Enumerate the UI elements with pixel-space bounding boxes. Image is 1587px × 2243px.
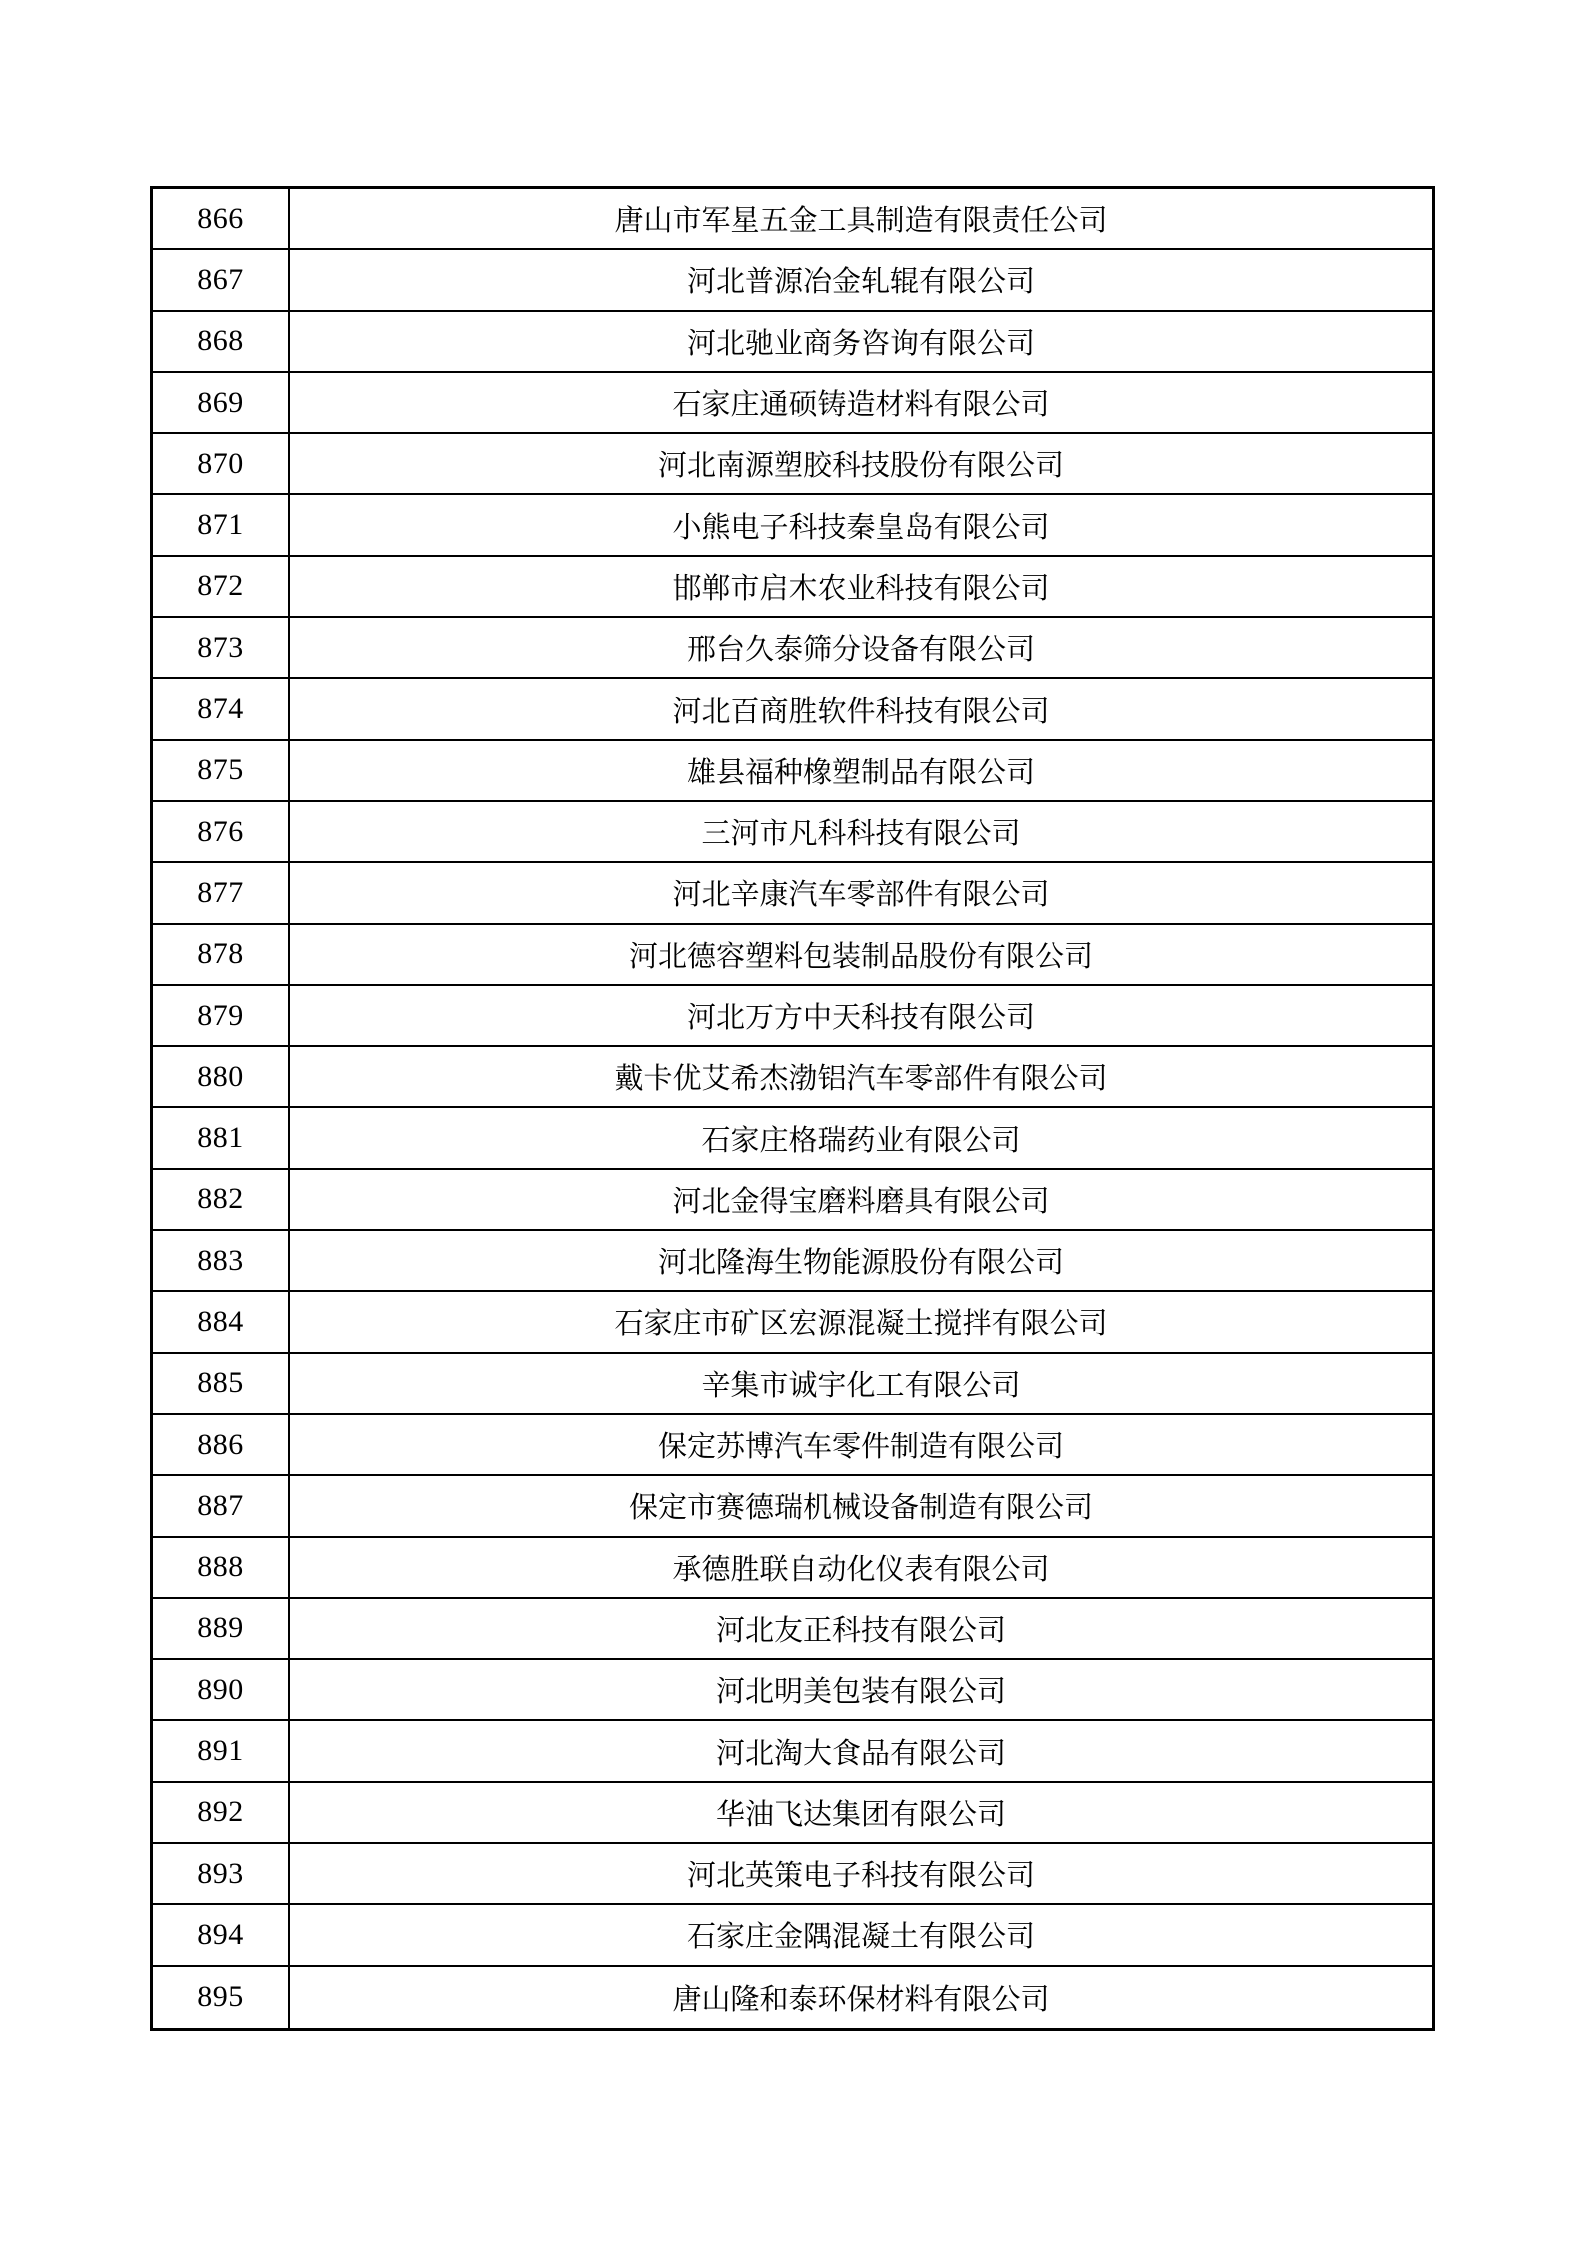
table-row — [153, 312, 1432, 373]
row-number-cell: 870 — [153, 434, 290, 493]
table-row — [153, 741, 1432, 802]
table-row — [153, 1905, 1432, 1966]
row-number-cell: 880 — [153, 1047, 290, 1106]
table-row — [153, 495, 1432, 556]
table-row — [153, 986, 1432, 1047]
row-number-cell: 885 — [153, 1354, 290, 1413]
company-name-cell: 河北英策电子科技有限公司 — [686, 1860, 1035, 1893]
row-number-cell: 874 — [153, 679, 290, 738]
table-row — [153, 618, 1432, 679]
company-name-cell: 河北驰业商务咨询有限公司 — [686, 327, 1035, 360]
table-row — [153, 1170, 1432, 1231]
company-table — [150, 186, 1435, 2031]
table-row — [153, 1660, 1432, 1721]
table-row — [153, 802, 1432, 863]
company-name-cell: 邯郸市启木农业科技有限公司 — [672, 572, 1050, 605]
row-number-cell: 866 — [153, 189, 290, 248]
company-name-cell: 石家庄格瑞药业有限公司 — [701, 1124, 1021, 1157]
company-name-cell: 雄县福种橡塑制品有限公司 — [686, 756, 1035, 789]
row-number-cell: 888 — [153, 1538, 290, 1597]
row-number-cell: 890 — [153, 1660, 290, 1719]
table-row — [153, 925, 1432, 986]
table-row — [153, 1599, 1432, 1660]
table-row — [153, 250, 1432, 311]
company-name-cell: 承德胜联自动化仪表有限公司 — [672, 1553, 1050, 1586]
row-number-cell: 889 — [153, 1599, 290, 1658]
row-number-cell: 872 — [153, 557, 290, 616]
row-number-cell: 881 — [153, 1108, 290, 1167]
company-name-cell: 河北友正科技有限公司 — [715, 1614, 1006, 1647]
table-row — [153, 373, 1432, 434]
company-name-cell: 河北隆海生物能源股份有限公司 — [657, 1247, 1064, 1280]
company-name-cell: 河北明美包装有限公司 — [715, 1676, 1006, 1709]
company-name-cell: 石家庄金隅混凝土有限公司 — [686, 1921, 1035, 1954]
table-row — [153, 1721, 1432, 1782]
company-name-cell: 小熊电子科技秦皇岛有限公司 — [672, 511, 1050, 544]
row-number-cell: 887 — [153, 1476, 290, 1535]
row-number-cell: 882 — [153, 1170, 290, 1229]
table-row — [153, 557, 1432, 618]
company-name-cell: 邢台久泰筛分设备有限公司 — [686, 634, 1035, 667]
row-number-cell: 884 — [153, 1292, 290, 1351]
row-number-cell: 892 — [153, 1783, 290, 1842]
table-row — [153, 679, 1432, 740]
row-number-cell: 867 — [153, 250, 290, 309]
company-name-cell: 华油飞达集团有限公司 — [715, 1798, 1006, 1831]
table-row — [153, 1538, 1432, 1599]
row-number-cell: 878 — [153, 925, 290, 984]
company-name-cell: 河北百商胜软件科技有限公司 — [672, 695, 1050, 728]
row-number-cell: 883 — [153, 1231, 290, 1290]
company-name-cell: 戴卡优艾希杰渤铝汽车零部件有限公司 — [614, 1063, 1108, 1096]
table-row — [153, 1354, 1432, 1415]
company-name-cell: 唐山市军星五金工具制造有限责任公司 — [614, 205, 1108, 238]
row-number-cell: 891 — [153, 1721, 290, 1780]
company-name-cell: 辛集市诚宇化工有限公司 — [701, 1369, 1021, 1402]
company-name-cell: 唐山隆和泰环保材料有限公司 — [672, 1983, 1050, 2016]
row-number-cell: 871 — [153, 495, 290, 554]
company-name-cell: 河北淘大食品有限公司 — [715, 1737, 1006, 1770]
company-name-cell: 河北金得宝磨料磨具有限公司 — [672, 1185, 1050, 1218]
company-name-cell: 保定市赛德瑞机械设备制造有限公司 — [628, 1492, 1093, 1525]
company-name-cell: 三河市凡科科技有限公司 — [701, 818, 1021, 851]
table-row — [153, 434, 1432, 495]
table-row — [153, 1108, 1432, 1169]
row-number-cell: 869 — [153, 373, 290, 432]
row-number-cell: 868 — [153, 312, 290, 371]
table-row — [153, 1415, 1432, 1476]
company-name-cell: 石家庄通硕铸造材料有限公司 — [672, 389, 1050, 422]
table-row — [153, 1844, 1432, 1905]
table-row — [153, 1783, 1432, 1844]
table-row — [153, 1967, 1432, 2028]
company-name-cell: 河北辛康汽车零部件有限公司 — [672, 879, 1050, 912]
row-number-cell: 895 — [153, 1967, 290, 2028]
company-name-cell: 石家庄市矿区宏源混凝土搅拌有限公司 — [614, 1308, 1108, 1341]
table-row — [153, 1231, 1432, 1292]
table-row — [153, 1476, 1432, 1537]
row-number-cell: 894 — [153, 1905, 290, 1964]
row-number-cell: 875 — [153, 741, 290, 800]
row-number-cell: 879 — [153, 986, 290, 1045]
row-number-cell: 873 — [153, 618, 290, 677]
table-row — [153, 1292, 1432, 1353]
company-name-cell: 河北德容塑料包装制品股份有限公司 — [628, 940, 1093, 973]
company-name-cell: 河北普源冶金轧辊有限公司 — [686, 266, 1035, 299]
table-row — [153, 189, 1432, 250]
row-number-cell: 876 — [153, 802, 290, 861]
company-name-cell: 河北万方中天科技有限公司 — [686, 1002, 1035, 1034]
table-row — [153, 1047, 1432, 1108]
row-number-cell: 886 — [153, 1415, 290, 1474]
company-name-cell: 保定苏博汽车零件制造有限公司 — [657, 1431, 1064, 1464]
row-number-cell: 893 — [153, 1844, 290, 1903]
table-row — [153, 863, 1432, 924]
company-name-cell: 河北南源塑胶科技股份有限公司 — [657, 450, 1064, 483]
row-number-cell: 877 — [153, 863, 290, 922]
